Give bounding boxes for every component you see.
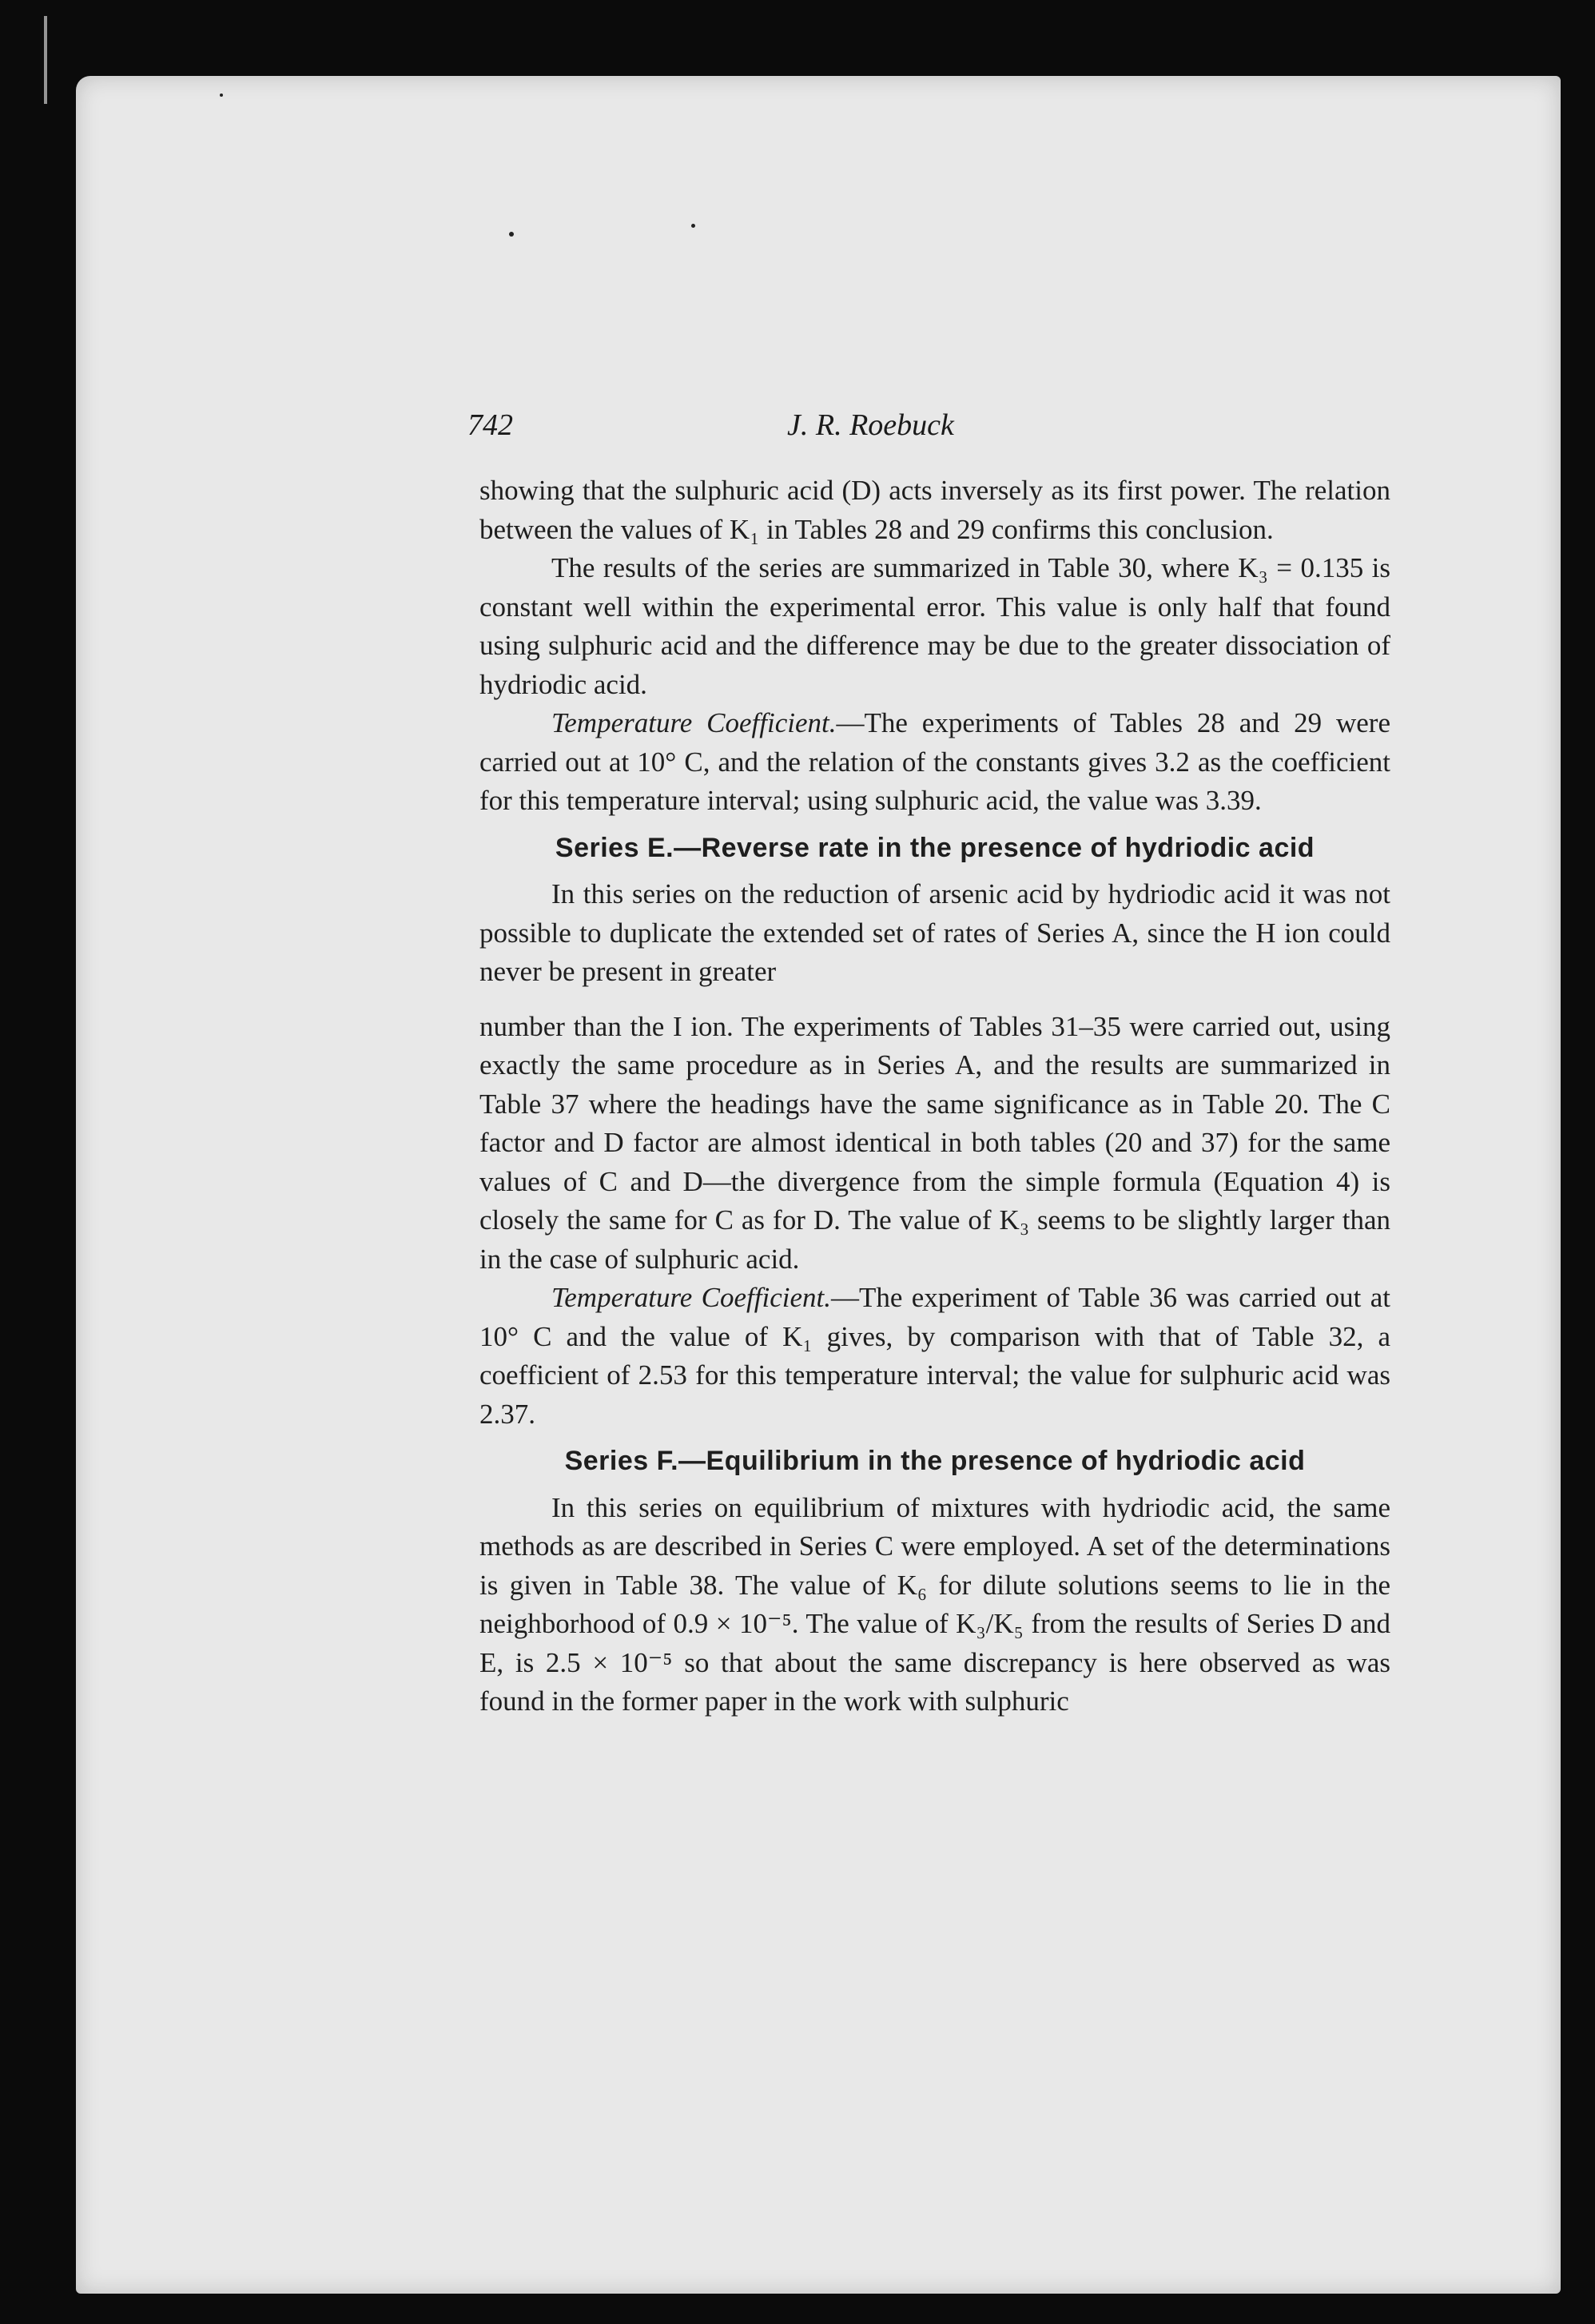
ink-speck xyxy=(220,94,223,97)
paragraph-lead: Temperature Coefficient. xyxy=(551,707,837,738)
ink-speck xyxy=(509,232,514,237)
paragraph: In this series on equilibrium of mixtures with hydriodic acid, the same methods as are described in Series C were employed. A set of the determinations is given in Table 38. The value of K₆ for dilute solutions seems to lie in the neighborhood of 0.9 × 10⁻⁵. The value of K₃/K₅ from the results of Series D and E, is 2.5 × 10⁻⁵ so that about the same discrepancy is here observed as was found in the former paper in the work with sulphuric xyxy=(479,1491,1390,1717)
paragraph-text: —The experiments of Tables 28 and 29 were carried out at 10° C, and the relation of the constants gives 3.2 as the coefficient for this temperature interval; using sulphuric acid, the value was 3.39. xyxy=(479,707,1390,816)
running-head: J. R. Roebuck xyxy=(787,408,954,442)
film-edge-mark xyxy=(44,16,55,104)
page-body xyxy=(479,472,1390,1721)
section-heading-series-f: Series F.—Equilibrium in the presence of hydriodic acid xyxy=(564,1446,1306,1476)
page-number: 742 xyxy=(467,408,513,442)
paragraph: In this series on the reduction of arsenic acid by hydriodic acid it was not possible to duplicate the extended set of rates of Series A, since the H ion could never be present in greater xyxy=(479,878,1390,987)
paragraph-text: —The experiment of Table 36 was carried out at 10° C and the value of K₁ gives, by comparison with that of Table 32, a coefficient of 2.53 for this temperature interval; the value for sulphuric acid was 2.37. xyxy=(479,1282,1390,1430)
paragraph: showing that the sulphuric acid (D) acts inversely as its first power. The relation between the values of K₁ in Tables 28 and 29 confirms this conclusion. xyxy=(479,475,1390,545)
paragraph: The results of the series are summarized in Table 30, where K₃ = 0.135 is constant well within the experimental error. This value is only half that found using sulphuric acid and the difference may be due to the greater dissociation of hydriodic acid. xyxy=(479,552,1390,700)
section-heading-series-e: Series E.—Reverse rate in the presence of hydriodic acid xyxy=(555,832,1315,863)
paragraph-lead: Temperature Coefficient. xyxy=(551,1282,831,1313)
paragraph xyxy=(479,704,1390,821)
ink-speck xyxy=(691,224,695,228)
page-header xyxy=(467,408,1386,456)
paragraph xyxy=(479,1279,1390,1434)
paragraph: number than the I ion. The experiments of Tables 31–35 were carried out, using exactly the same procedure as in Series A, and the results are summarized in Table 37 where the headings have the same significance as in Table 20. The C factor and D factor are almost identical in both tables (20 and 37) for the same values of C and D—the divergence from the simple formula (Equation 4) is closely the same for C as for D. The value of K₃ seems to be slightly larger than in the case of sulphuric acid. xyxy=(479,1010,1390,1275)
